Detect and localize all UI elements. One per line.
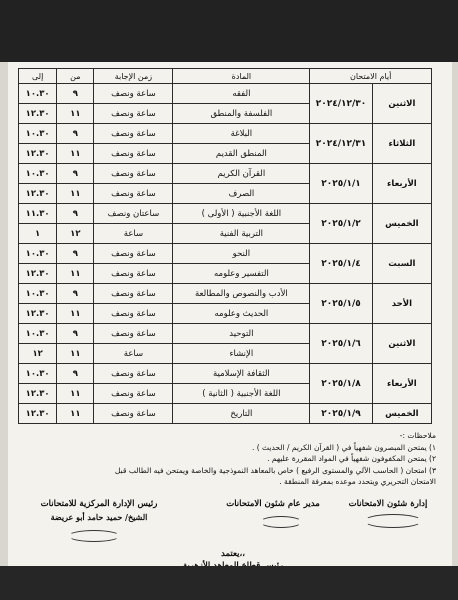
from-time-cell: ٩: [57, 124, 94, 144]
exam-date: ٢٠٢٥/١/٩: [310, 404, 372, 424]
table-row: [19, 404, 432, 424]
to-time-cell: ١٠.٣٠: [19, 124, 57, 144]
to-time-cell: ١٠.٣٠: [19, 324, 57, 344]
to-time-cell: ١٢.٣٠: [19, 384, 57, 404]
duration-cell: ساعة ونصف: [94, 104, 173, 124]
note-item: ٢) يمتحن المكفوفون شفهياً في المواد المقررة عليهم .: [267, 454, 436, 463]
from-time-cell: ٩: [57, 364, 94, 384]
exam-date: ٢٠٢٥/١/٤: [310, 244, 372, 284]
exam-date: ٢٠٢٤/١٢/٣١: [310, 124, 372, 164]
video-overlay-top: [0, 0, 458, 62]
signature-general-manager: [218, 499, 328, 509]
subject-cell: اللغة الأجنبية ( الثانية ): [173, 384, 310, 404]
table-row: [19, 364, 432, 384]
exam-day: الاثنين: [372, 324, 431, 364]
table-row: [19, 284, 432, 304]
duration-cell: ساعة ونصف: [94, 264, 173, 284]
table-row: [19, 164, 432, 184]
subject-cell: المنطق القديم: [173, 144, 310, 164]
from-time-cell: ٩: [57, 84, 94, 104]
exam-day: الثلاثاء: [372, 124, 431, 164]
exam-date: ٢٠٢٥/١/٥: [310, 284, 372, 324]
exam-date: ٢٠٢٥/١/١: [310, 164, 372, 204]
duration-cell: ساعة ونصف: [94, 164, 173, 184]
to-time-cell: ١٢.٣٠: [19, 144, 57, 164]
subject-cell: الثقافة الإسلامية: [173, 364, 310, 384]
subject-cell: الفقه: [173, 84, 310, 104]
to-time-cell: ١٢.٣٠: [19, 104, 57, 124]
video-overlay-bottom: [0, 566, 458, 600]
exam-date: ٢٠٢٥/١/٢: [310, 204, 372, 244]
table-body: [19, 84, 432, 424]
note-item: ١) يمتحن المبصرون شفهياً في ( القرآن الكريم / الحديث ) .: [251, 442, 436, 452]
exam-date: ٢٠٢٥/١/٨: [310, 364, 372, 404]
signature-title: إدارة شئون الامتحانات: [348, 499, 428, 509]
exam-day: الخميس: [372, 204, 431, 244]
subject-cell: التفسير وعلومه: [173, 264, 310, 284]
duration-cell: ساعة ونصف: [94, 404, 173, 424]
from-time-cell: ٩: [57, 244, 94, 264]
signature-exams-admin: [338, 499, 438, 509]
duration-cell: ساعة ونصف: [94, 84, 173, 104]
exam-day: الأربعاء: [372, 164, 431, 204]
subject-cell: الفلسفة والمنطق: [173, 104, 310, 124]
to-time-cell: ١٠.٣٠: [19, 164, 57, 184]
header-duration: زمن الإجابة: [94, 69, 173, 84]
from-time-cell: ١١: [57, 104, 94, 124]
handwritten-signature: [68, 530, 120, 542]
subject-cell: الأدب والنصوص والمطالعة: [173, 284, 310, 304]
subject-cell: التاريخ: [173, 404, 310, 424]
header-subject: المادة: [173, 69, 310, 84]
duration-cell: ساعتان ونصف: [94, 204, 173, 224]
from-time-cell: ٩: [57, 204, 94, 224]
to-time-cell: ١: [19, 224, 57, 244]
header-to: إلى: [19, 69, 57, 84]
subject-cell: البلاغة: [173, 124, 310, 144]
to-time-cell: ١٢.٣٠: [19, 404, 57, 424]
to-time-cell: ١٢.٣٠: [19, 304, 57, 324]
subject-cell: اللغة الأجنبية ( الأولى ): [173, 204, 310, 224]
exam-day: الاثنين: [372, 84, 431, 124]
subject-cell: القرآن الكريم: [173, 164, 310, 184]
approval-label: يعتمد،،: [221, 549, 245, 559]
exam-date: ٢٠٢٤/١٢/٣٠: [310, 84, 372, 124]
notes-title: ملاحظات :-: [399, 431, 436, 440]
exam-schedule-document: [8, 4, 452, 600]
note-item: ٣) امتحان ( الحاسب الآلي والمستوى الرفيع ) خاص بالمعاهد النموذجية والخاصة ويمتحن فيه الطالب قبل: [114, 465, 436, 475]
from-time-cell: ١٢: [57, 224, 94, 244]
table-header-row: [19, 69, 432, 84]
to-time-cell: ١٢.٣٠: [19, 184, 57, 204]
from-time-cell: ٩: [57, 284, 94, 304]
subject-cell: التوحيد: [173, 324, 310, 344]
exam-day: الخميس: [372, 404, 431, 424]
exam-date: ٢٠٢٥/١/٦: [310, 324, 372, 364]
duration-cell: ساعة ونصف: [94, 144, 173, 164]
to-time-cell: ١٢.٣٠: [19, 264, 57, 284]
from-time-cell: ١١: [57, 264, 94, 284]
duration-cell: ساعة ونصف: [94, 364, 173, 384]
duration-cell: ساعة: [94, 224, 173, 244]
table-row: [19, 124, 432, 144]
subject-cell: الإنشاء: [173, 344, 310, 364]
note-item: الامتحان التحريري ويتحدد موعده بمعرفة المنطقة .: [279, 477, 436, 486]
from-time-cell: ١١: [57, 304, 94, 324]
to-time-cell: ١٢: [19, 344, 57, 364]
header-from: من: [57, 69, 94, 84]
from-time-cell: ٩: [57, 164, 94, 184]
exam-table: [18, 68, 432, 424]
to-time-cell: ١١.٣٠: [19, 204, 57, 224]
to-time-cell: ١٠.٣٠: [19, 364, 57, 384]
signature-central-head: [14, 499, 184, 522]
table-row: [19, 84, 432, 104]
table-row: [19, 324, 432, 344]
notes-section: [26, 430, 436, 488]
to-time-cell: ١٠.٣٠: [19, 84, 57, 104]
exam-day: الأربعاء: [372, 364, 431, 404]
duration-cell: ساعة ونصف: [94, 184, 173, 204]
handwritten-signature: [260, 516, 302, 528]
duration-cell: ساعة ونصف: [94, 304, 173, 324]
from-time-cell: ١١: [57, 404, 94, 424]
subject-cell: الحديث وعلومه: [173, 304, 310, 324]
to-time-cell: ١٠.٣٠: [19, 284, 57, 304]
to-time-cell: ١٠.٣٠: [19, 244, 57, 264]
exam-day: الأحد: [372, 284, 431, 324]
subject-cell: التربية الفنية: [173, 224, 310, 244]
header-days: أيام الامتحان: [310, 69, 432, 84]
signature-title: رئيس الإدارة المركزية للامتحانات: [40, 499, 158, 509]
exam-day: السبت: [372, 244, 431, 284]
from-time-cell: ١١: [57, 344, 94, 364]
signature-name: الشيخ/ حميد حامد أبو عريضة: [50, 512, 148, 522]
from-time-cell: ٩: [57, 324, 94, 344]
duration-cell: ساعة ونصف: [94, 124, 173, 144]
from-time-cell: ١١: [57, 144, 94, 164]
handwritten-signature: [364, 514, 422, 528]
duration-cell: ساعة ونصف: [94, 324, 173, 344]
table-row: [19, 244, 432, 264]
duration-cell: ساعة ونصف: [94, 244, 173, 264]
from-time-cell: ١١: [57, 384, 94, 404]
subject-cell: النحو: [173, 244, 310, 264]
duration-cell: ساعة ونصف: [94, 284, 173, 304]
from-time-cell: ١١: [57, 184, 94, 204]
duration-cell: ساعة ونصف: [94, 384, 173, 404]
duration-cell: ساعة: [94, 344, 173, 364]
table-row: [19, 204, 432, 224]
subject-cell: الصرف: [173, 184, 310, 204]
signature-title: مدير عام شئون الامتحانات: [226, 499, 320, 509]
